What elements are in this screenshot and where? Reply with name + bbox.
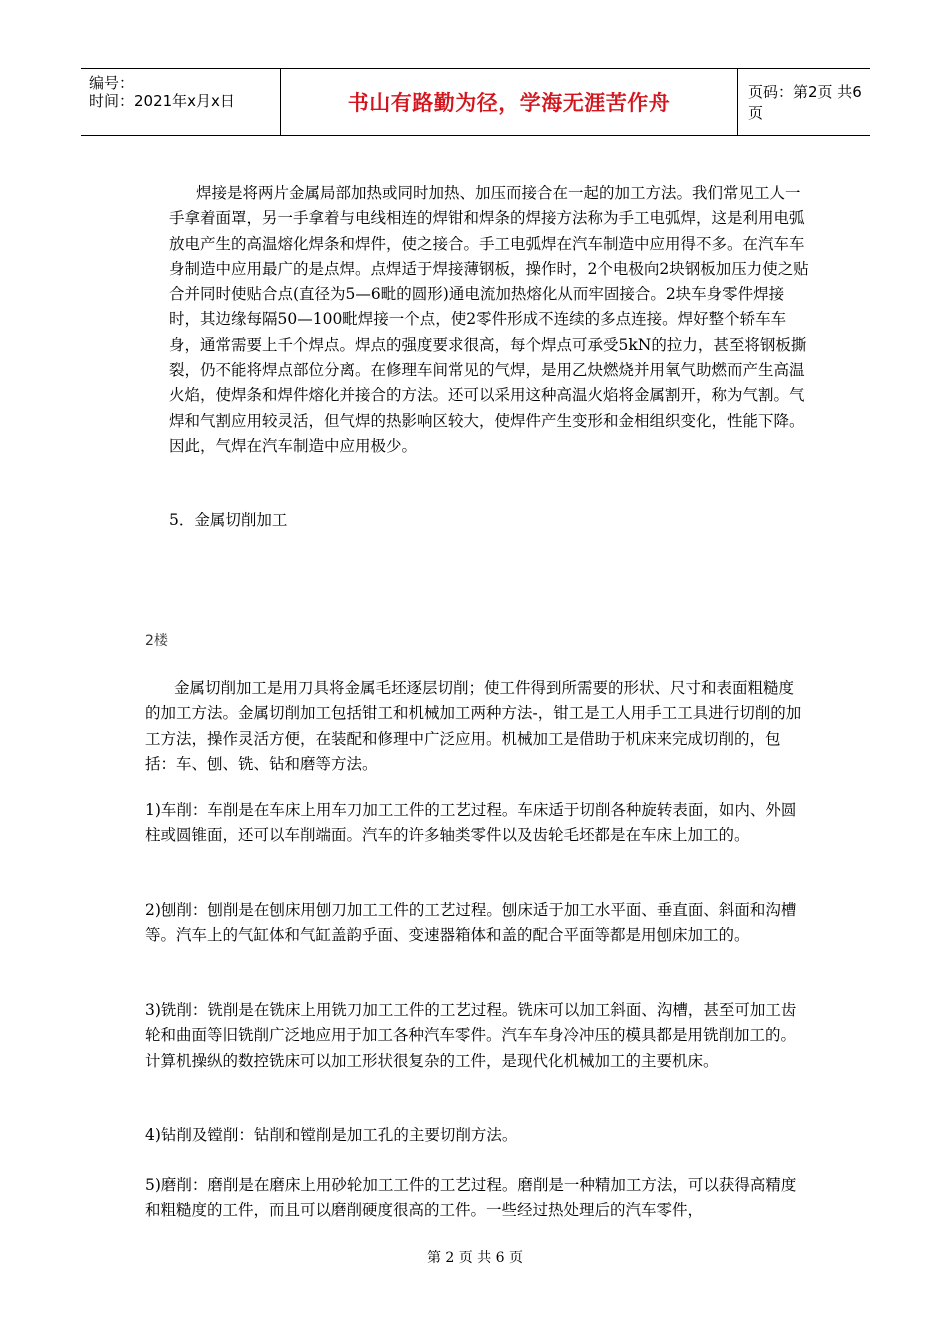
list-item-grinding: 5)磨削：磨削是在磨床上用砂轮加工工件的工艺过程。磨削是一种精加工方法，可以获得高精度和粗糙度的工件，而且可以磨削硬度很高的工件。一些经过热处理后的汽车零件， bbox=[145, 1176, 797, 1220]
header-motto: 书山有路勤为径，学海无涯苦作舟 bbox=[347, 91, 671, 115]
document-number-label: 编号： bbox=[89, 74, 135, 92]
paragraph-welding-text: 焊接是将两片金属局部加热或同时加热、加压而接合在一起的加工方法。我们常见工人一手拿着面罩，另一手拿着与电线相连的焊钳和焊条的焊接方法称为手工电弧焊，这是利用电弧放电产生的高温熔化焊条和焊件，使之接合。手工电弧焊在汽车制造中应用得不多。在汽车车身制造中应用最广的是点焊。点焊适于焊接薄钢板，操作时，2个电极向2块钢板加压力使之贴合并同时使贴合点(直径为5—6毗的圆形)通电流加热熔化从而牢固接合。2块车身零件焊接时，其边缘每隔50—100毗焊接一个点，使2零件形成不连续的多点连接。焊好整个轿车车身，通常需要上千个焊点。焊点的强度要求很高，每个焊点可承受5kN的拉力，甚至将钢板撕裂，仍不能将焊点部位分离。在修理车间常见的气焊，是用乙炔燃烧并用氧气助燃而产生高温火焰，使焊条和焊件熔化并接合的方法。还可以采用这种高温火焰将金属割开，称为气割。气焊和气割应用较灵活，但气焊的热影响区较大，使焊件产生变形和金相组织变化，性能下降。因此，气焊在汽车制造中应用极少。 bbox=[169, 184, 809, 455]
section-heading-metal-cutting: 5．金属切削加工 bbox=[169, 511, 288, 529]
header-meta-cell bbox=[81, 69, 281, 135]
paragraph-cutting-text: 金属切削加工是用刀具将金属毛坯逐层切削；使工件得到所需要的形状、尺寸和表面粗糙度的加工方法。金属切削加工包括钳工和机械加工两种方法-，钳工是工人用手工工具进行切削的加工方法，操作灵活方便，在装配和修理中广泛应用。机械加工是借助于机床来完成切削的，包括：车、刨、铣、钻和磨等方法。 bbox=[145, 679, 802, 773]
header-motto-cell bbox=[281, 69, 738, 135]
list-item-turning: 1)车削：车削是在车床上用车刀加工工件的工艺过程。车床适于切削各种旋转表面，如内、外圆柱或圆锥面，还可以车削端面。汽车的许多轴类零件以及齿轮毛坯都是在车床上加工的。 bbox=[145, 801, 797, 845]
page-footer: 第 2 页 共 6 页 bbox=[426, 1250, 524, 1266]
document-header bbox=[81, 68, 870, 136]
header-page-label: 页码：第2页 共6页 bbox=[748, 83, 862, 122]
list-item-drilling: 4)钻削及镗削：钻削和镗削是加工孔的主要切削方法。 bbox=[145, 1126, 518, 1144]
list-item-milling: 3)铣削：铣削是在铣床上用铣刀加工工件的工艺过程。铣床可以加工斜面、沟槽，甚至可加工齿轮和曲面等旧铣削广泛地应用于加工各种汽车零件。汽车车身冷冲压的模具都是用铣削加工的。计算机操纵的数控铣床可以加工形状很复杂的工件，是现代化机械加工的主要机床。 bbox=[145, 1001, 797, 1070]
paragraph-welding bbox=[169, 181, 809, 459]
paragraph-cutting bbox=[145, 676, 809, 777]
floor-label: 2楼 bbox=[145, 633, 168, 649]
list-item-planing: 2)刨削：刨削是在刨床用刨刀加工工件的工艺过程。刨床适于加工水平面、垂直面、斜面和沟槽等。汽车上的气缸体和气缸盖韵乎面、变速器箱体和盖的配合平面等都是用刨床加工的。 bbox=[145, 901, 797, 945]
document-time-label: 时间：2021年x月x日 bbox=[89, 92, 235, 110]
